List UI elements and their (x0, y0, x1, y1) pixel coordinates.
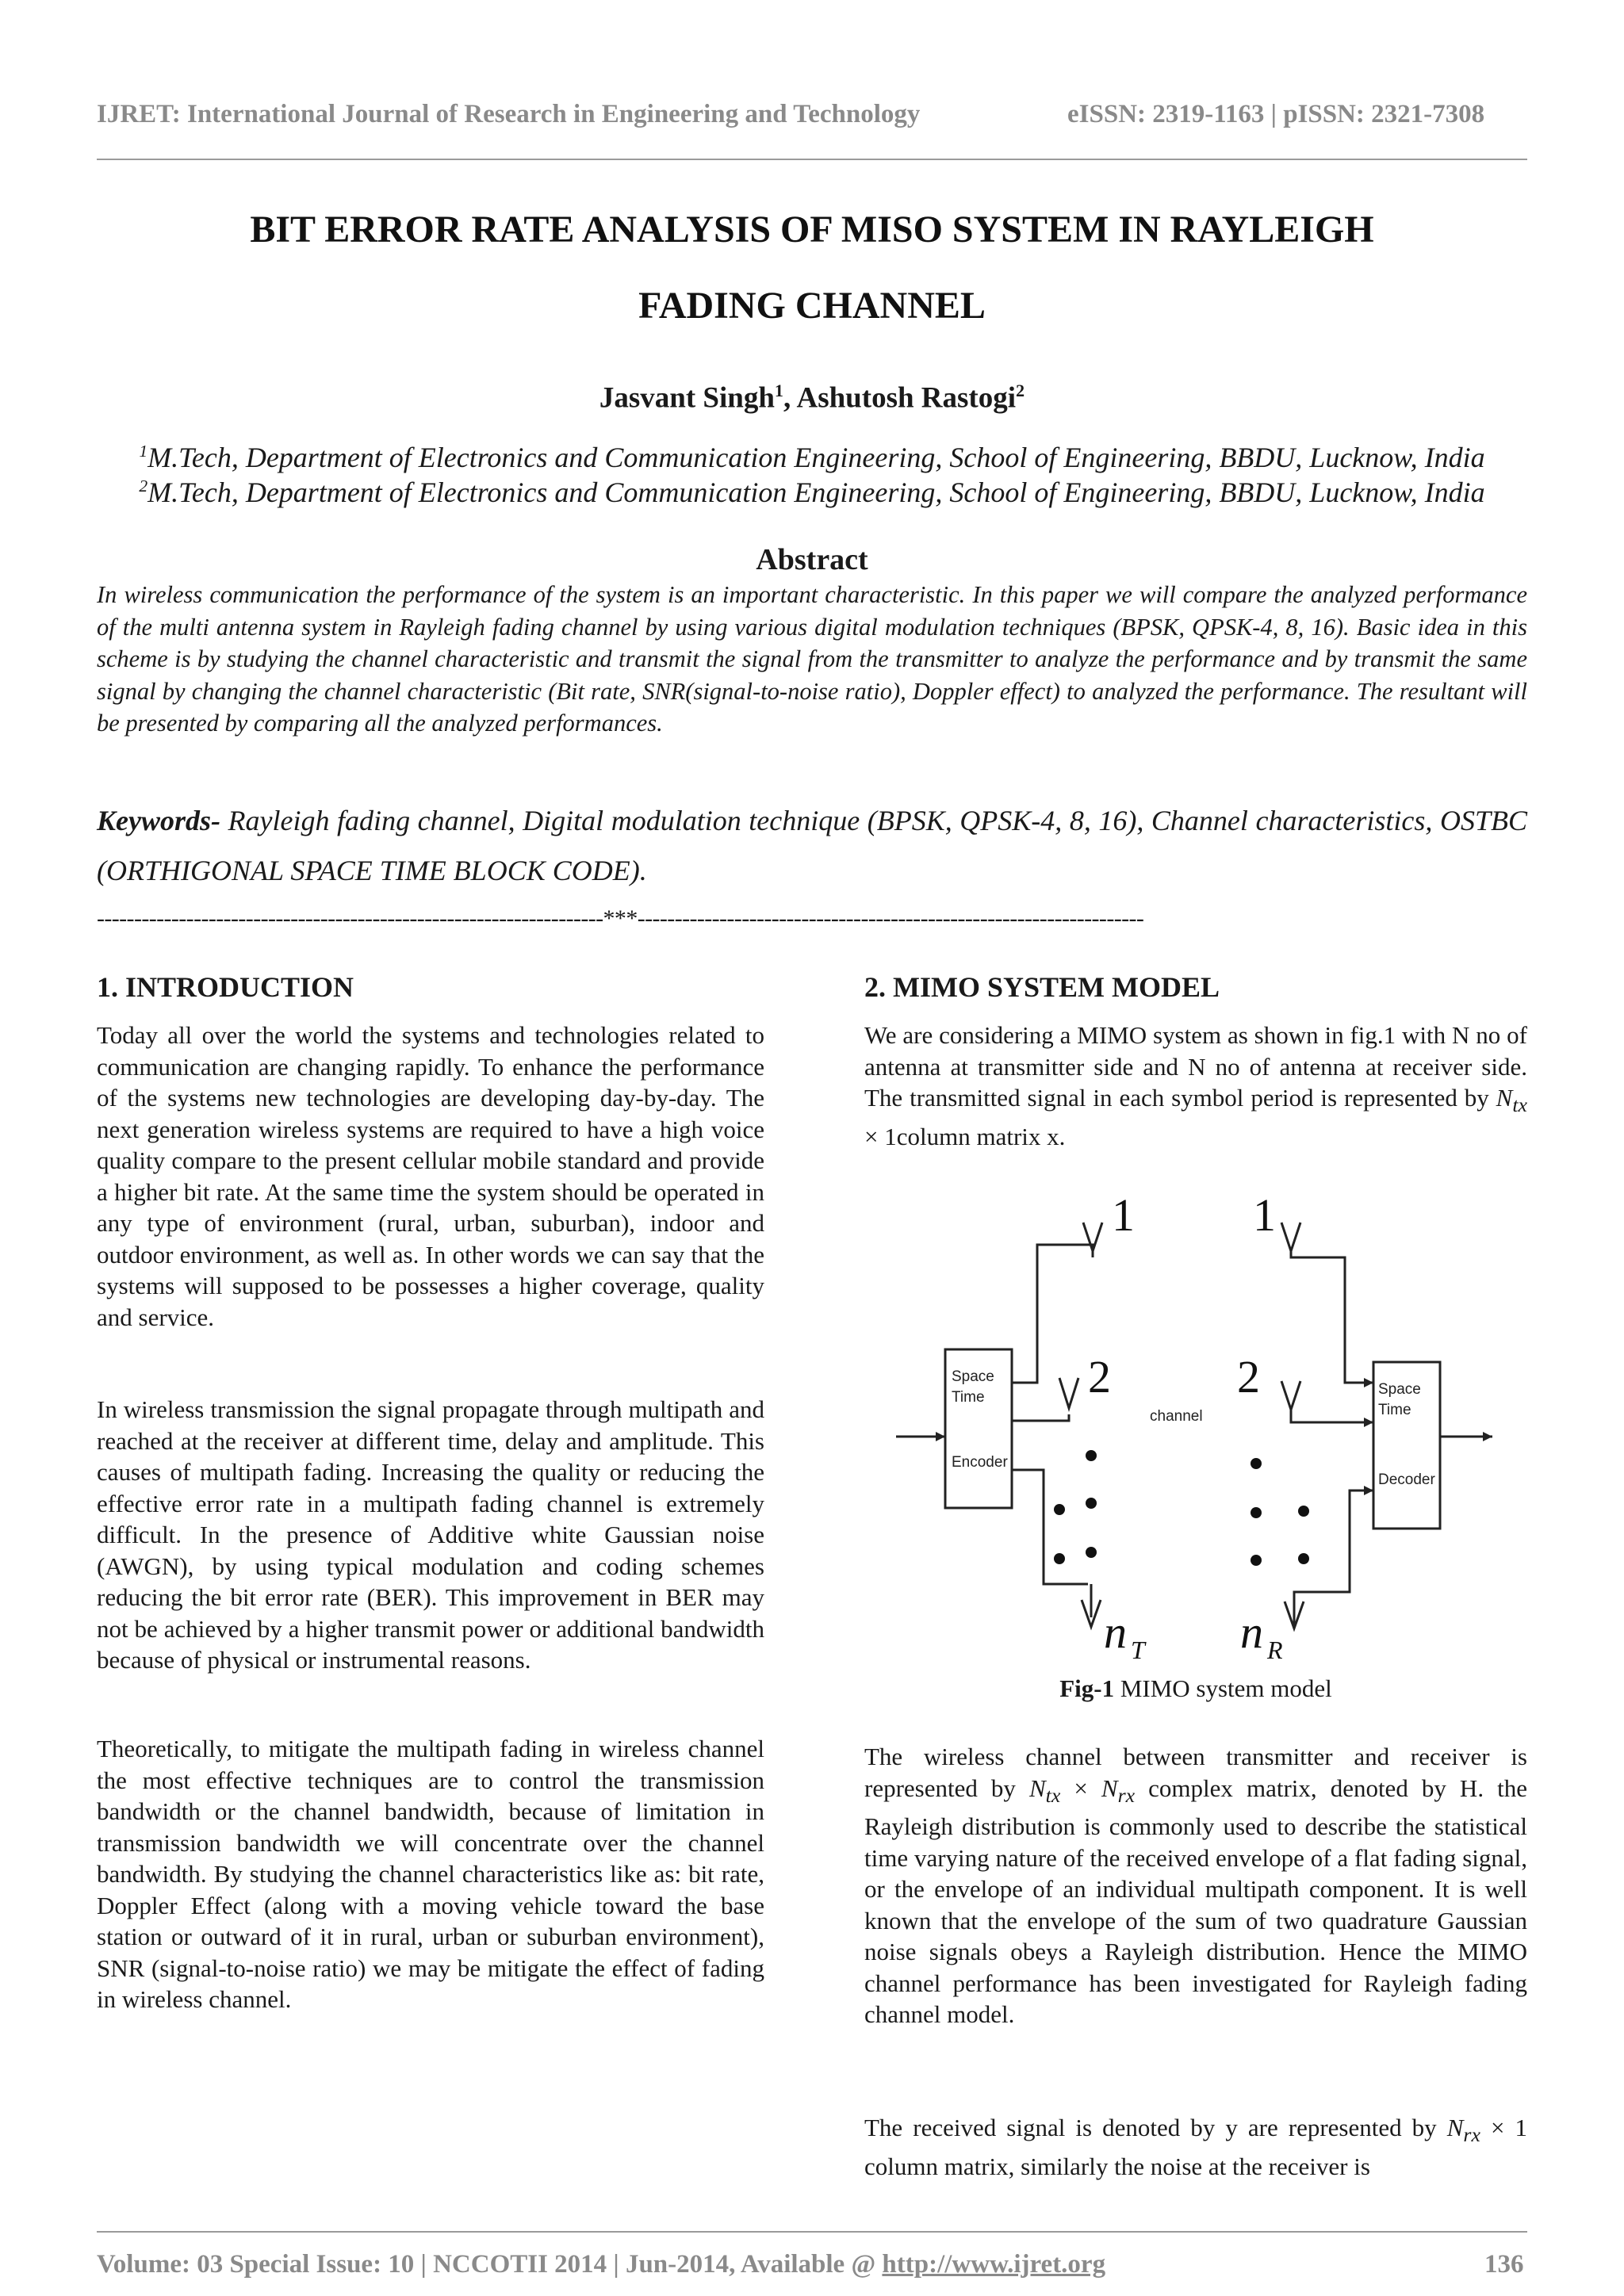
channel-label: channel (1150, 1408, 1203, 1425)
mimo-p2-text-a: The wireless channel between transmitter and receiver is represented by (864, 1743, 1527, 1802)
rx-label-n: n (1240, 1606, 1263, 1658)
mimo-p2-times: × (1060, 1774, 1101, 1802)
rx-antenna-2 (1281, 1381, 1300, 1410)
keywords-label: Keywords- (97, 805, 220, 836)
decoder-label-3: Decoder (1378, 1471, 1435, 1488)
keywords (97, 796, 1527, 896)
footer-text: Volume: 03 Special Issue: 10 | NCCOTII 2014 | Jun-2014, Available @ (97, 2250, 883, 2279)
encoder-label-3: Encoder (952, 1454, 1008, 1471)
issn: eISSN: 2319-1163 | pISSN: 2321-7308 (1067, 100, 1485, 128)
mimo-paragraph-2 (864, 1741, 1527, 2030)
footer-info (97, 2250, 1105, 2279)
mimo-p3-subscript: rx (1463, 2123, 1480, 2147)
tx-antenna-2 (1059, 1378, 1078, 1408)
author-sep: , (783, 381, 797, 415)
author-1-sup: 1 (774, 381, 784, 400)
mimo-p1-text-b: × 1column matrix x. (864, 1122, 1066, 1150)
intro-paragraph-3: Theoretically, to mitigate the multipath fading in wireless channel the most effective techniques are to control the transmission bandwidth or the channel bandwidth, because of limitation in transmission bandwidth we will concentrate over the channel bandwidth. By studying the channel characteristics like as: bit rate, Doppler Effect (along with a moving vehicle toward the base station or outward of it in rural, urban or suburban environment), SNR (signal-to-noise ratio) we may be mitigate the effect of fading in wireless channel. (97, 1735, 764, 2013)
affiliation-2-text: M.Tech, Department of Electronics and Communication Engineering, School of Engineering, BBDU, Lucknow, India (147, 476, 1485, 508)
tx-label-n-sub: T (1131, 1636, 1145, 1664)
rx-antenna-1 (1281, 1223, 1300, 1251)
mimo-system-diagram (888, 1173, 1507, 1665)
mimo-p1-subscript: tx (1512, 1093, 1527, 1117)
mimo-heading: 2. MIMO SYSTEM MODEL (864, 971, 1220, 1003)
mimo-p2-subscript-1: tx (1045, 1783, 1061, 1807)
rx-label-2: 2 (1237, 1351, 1260, 1402)
figure-caption-text: MIMO system model (1114, 1674, 1332, 1702)
keywords-text: Rayleigh fading channel, Digital modulation technique (BPSK, QPSK-4, 8, 16), Channel characteristics, OSTBC (ORTHIGONAL SPACE TIME BLOCK CODE). (97, 805, 1527, 886)
authors (97, 381, 1527, 415)
rx-label-1: 1 (1253, 1189, 1276, 1241)
mimo-p2-symbol-2: N (1101, 1774, 1118, 1802)
mimo-p3-text-a: The received signal is denoted by y are represented by (864, 2114, 1447, 2141)
author-1: Jasvant Singh (599, 381, 775, 415)
mimo-p2-symbol-1: N (1028, 1774, 1046, 1802)
affiliation-2-sup: 2 (139, 476, 148, 496)
abstract-text: In wireless communication the performance of the system is an important characteristic. In this paper we will compare the analyzed performance of the multi antenna system in Rayleigh fading channel by using various digital modulation techniques (BPSK, QPSK-4, 8, 16). Basic idea in this scheme is by studying the channel characteristic and transmit the signal from the transmitter to analyze the performance and by transmit the same signal by changing the channel characteristic (Bit rate, SNR(signal-to-noise ratio), Doppler effect) to analyzed the performance. The resultant will be presented by comparing all the analyzed performances. (97, 581, 1527, 737)
mimo-p3-symbol: N (1446, 2114, 1464, 2141)
footer-rule (97, 2231, 1527, 2233)
decoder-label-1: Space (1378, 1381, 1421, 1398)
intro-paragraph-1: Today all over the world the systems and technologies related to communication are changing rapidly. To enhance the performance of the systems new technologies are developing day-by-day. The next generation wireless systems are required to have a high voice quality compare to the present cellular mobile standard and provide a higher bit rate. At the same time the system should be operated in any type of environment (rural, urban, suburban), indoor and outdoor environment, as well as. In other words we can say that the systems will supposed to be possesses a higher coverage, quality and service. (97, 1021, 764, 1331)
rx-label-n-sub: R (1267, 1636, 1283, 1664)
decoder-label-2: Time (1378, 1402, 1411, 1418)
mimo-paragraph-1 (864, 1020, 1527, 1152)
intro-heading: 1. INTRODUCTION (97, 971, 354, 1003)
tx-label-n: n (1104, 1606, 1127, 1658)
affiliation-1-text: M.Tech, Department of Electronics and Communication Engineering, School of Engineering, BBDU, Lucknow, India (147, 442, 1485, 473)
section-separator: --------------------------------------------------------------------***-------------------------------------------------------------------- (97, 905, 1144, 932)
title-line-1: BIT ERROR RATE ANALYSIS OF MISO SYSTEM IN RAYLEIGH (250, 209, 1374, 251)
page-number: 136 (1484, 2250, 1524, 2279)
mimo-p1-text-a: We are considering a MIMO system as shown in fig.1 with N no of antenna at transmitter side and N no of antenna at receiver side. The transmitted signal in each symbol period is represented by (864, 1021, 1527, 1112)
header-rule (97, 159, 1527, 160)
title-line-2: FADING CHANNEL (638, 285, 986, 327)
mimo-p2-subscript-2: rx (1117, 1783, 1136, 1807)
affiliation-1-sup: 1 (139, 442, 148, 461)
journal-name: IJRET: International Journal of Research in Engineering and Technology (97, 100, 921, 128)
abstract-heading: Abstract (756, 543, 868, 576)
author-2: Ashutosh Rastogi (796, 381, 1017, 415)
encoder-label-2: Time (952, 1389, 985, 1406)
author-2-sup: 2 (1016, 381, 1025, 400)
affiliation-2 (97, 476, 1527, 509)
tx-label-2: 2 (1088, 1351, 1111, 1402)
figure-caption (864, 1674, 1527, 1703)
intro-paragraph-2: In wireless transmission the signal propagate through multipath and reached at the receiver at different time, delay and amplitude. This causes of multipath fading. Increasing the quality or reducing the effective error rate in a multipath fading channel is extremely difficult. In the presence of Additive white Gaussian noise (AWGN), by using typical modulation and coding schemes reducing the bit error rate (BER). This improvement in BER may not be achieved by a higher transmit power or additional bandwidth because of physical or instrumental reasons. (97, 1395, 764, 1674)
mimo-p1-symbol: N (1496, 1084, 1513, 1112)
mimo-p2-text-b: complex matrix, denoted by H. the Rayleigh distribution is commonly used to describe the statistical time varying nature of the received envelope of a flat fading signal, or the envelope of an individual multipath component. It is well known that the envelope of the sum of two quadrature Gaussian noise signals obeys a Rayleigh distribution. Hence the MIMO channel performance has been investigated for Rayleigh fading channel model. (864, 1774, 1527, 2029)
tx-label-1: 1 (1112, 1189, 1135, 1241)
footer-link[interactable]: http://www.ijret.org (882, 2250, 1106, 2279)
encoder-label-1: Space (952, 1368, 994, 1385)
mimo-paragraph-3 (864, 2112, 1527, 2182)
affiliation-1 (97, 441, 1527, 474)
figure-caption-label: Fig-1 (1059, 1674, 1115, 1702)
mimo-p3-text-b: × 1 column matrix, similarly the noise at the receiver is (864, 2114, 1528, 2180)
